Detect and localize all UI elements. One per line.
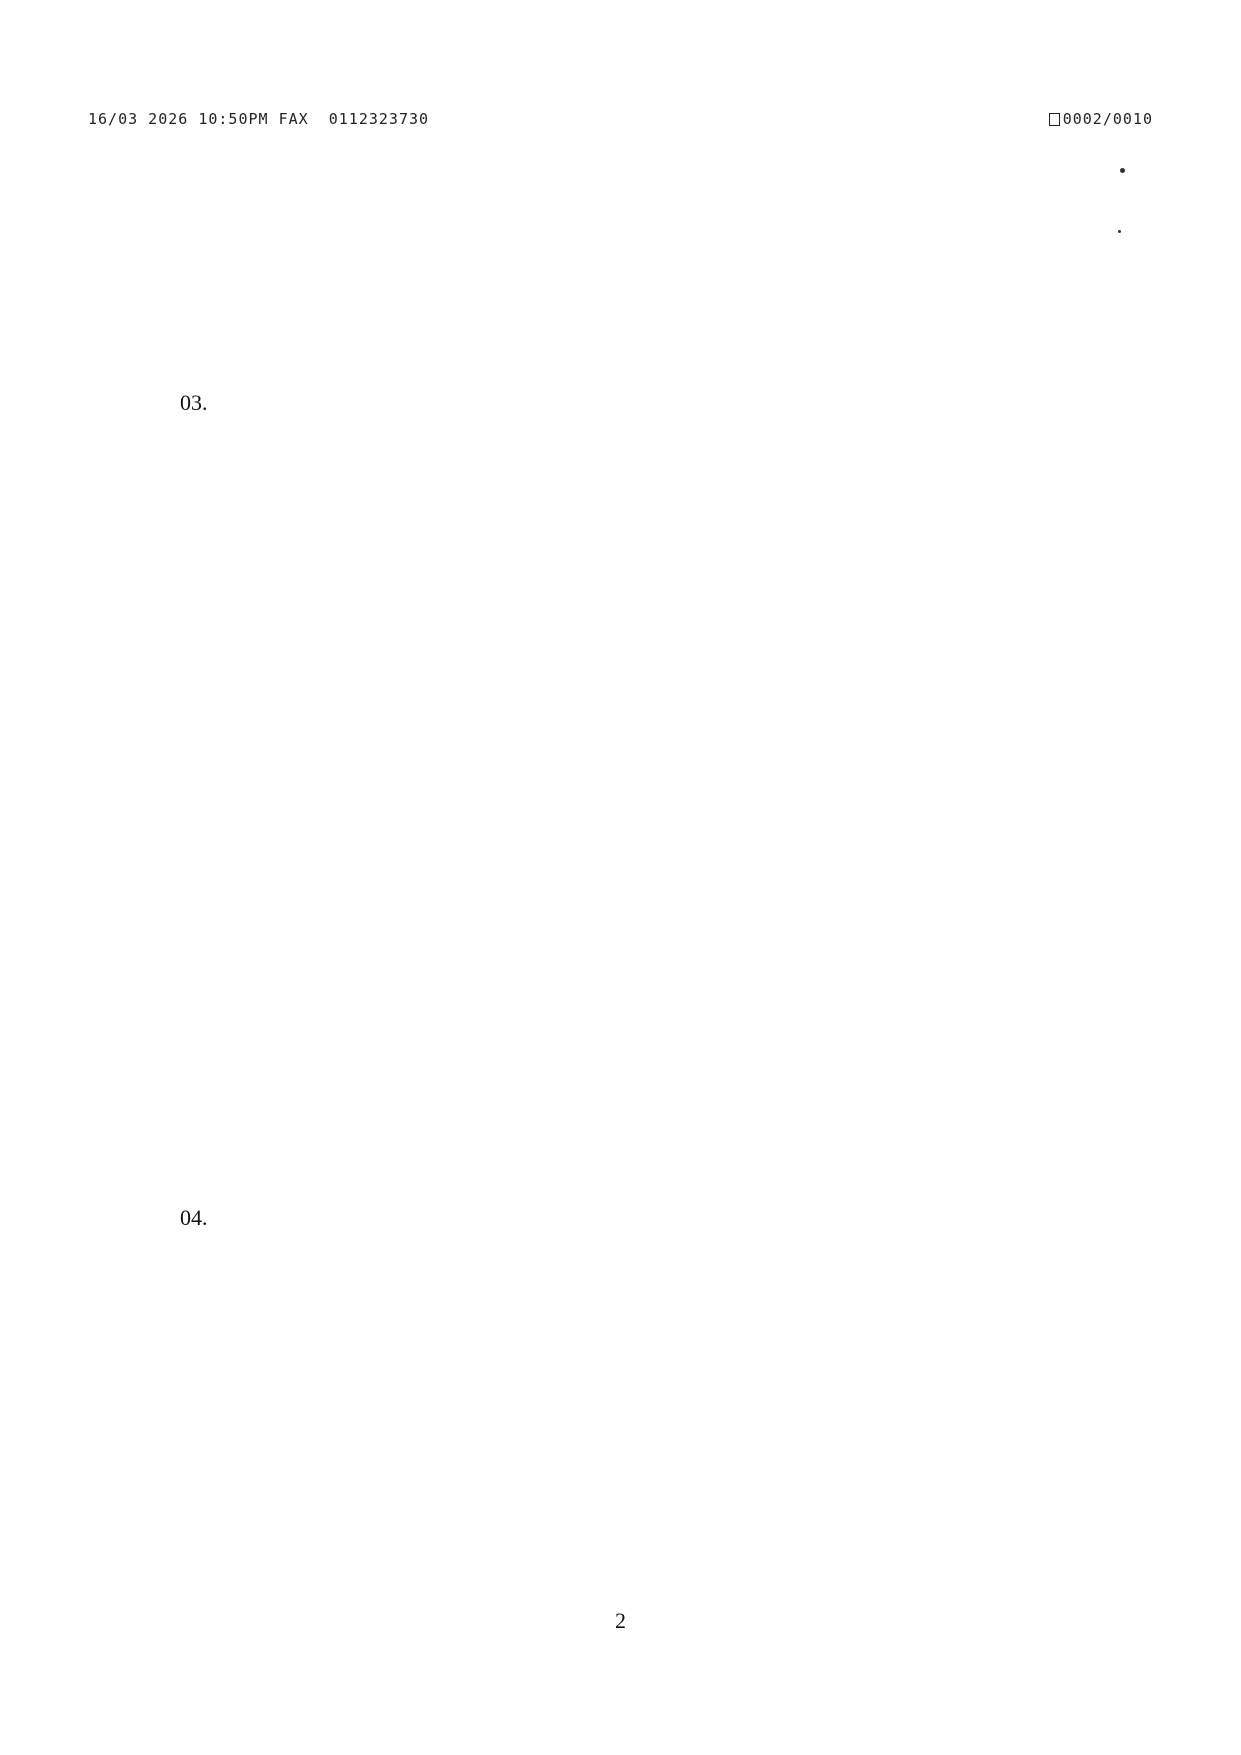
fax-page-box-icon (1049, 113, 1060, 126)
scan-speck (1118, 230, 1121, 233)
fax-header (88, 110, 1153, 134)
fax-page-ref: 0002/0010 (1062, 110, 1153, 128)
scan-speck (1120, 168, 1125, 173)
item-number: 04. (180, 1205, 208, 1230)
fax-number: 0112323730 (328, 110, 430, 128)
fax-header-right (1049, 110, 1153, 128)
fax-header-left (88, 110, 429, 128)
item-number: 03. (180, 390, 208, 415)
fax-datetime: 16/03 2026 10:50PM FAX (88, 110, 309, 128)
page-number: 2 (615, 1608, 626, 1633)
